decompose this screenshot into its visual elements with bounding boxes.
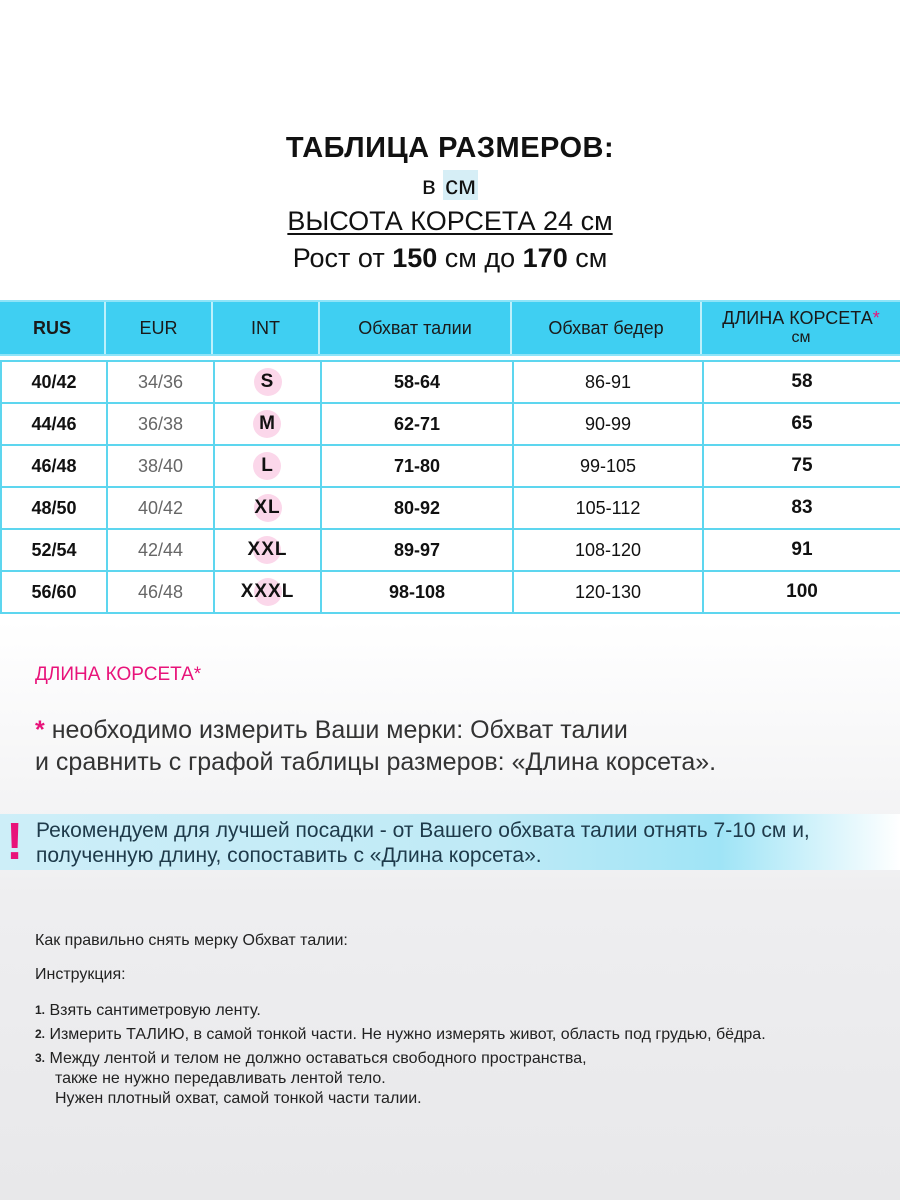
cell-eur: 46/48 (107, 571, 214, 613)
corset-length-header-line (722, 309, 879, 328)
cell-waist: 98-108 (321, 571, 513, 613)
page-title: ТАБЛИЦА РАЗМЕРОВ: (285, 132, 615, 164)
corset-length-header-label: ДЛИНА КОРСЕТА (722, 308, 873, 328)
cell-eur: 38/40 (107, 445, 214, 487)
cell-rus: 44/46 (1, 403, 107, 445)
growth-line (0, 240, 900, 276)
col-header-hips: Обхват бедер (512, 302, 702, 354)
cell-int (214, 571, 321, 613)
instructions-list (35, 1000, 895, 1109)
size-badge-label: XL (254, 497, 281, 518)
corset-length-header-unit: см (791, 329, 811, 346)
cell-hips: 86-91 (513, 361, 703, 403)
instructions (35, 930, 895, 1112)
size-badge (254, 497, 280, 519)
table-row (1, 361, 900, 403)
cell-eur: 34/36 (107, 361, 214, 403)
page-header (0, 128, 900, 276)
cell-int (214, 487, 321, 529)
step-number: 3. (35, 1051, 46, 1065)
size-badge (261, 371, 275, 393)
cell-corset-length: 65 (703, 403, 900, 445)
col-header-rus: RUS (0, 302, 106, 354)
cell-int (214, 529, 321, 571)
growth-mid: см до (444, 243, 516, 273)
cell-eur: 42/44 (107, 529, 214, 571)
note-body (35, 714, 716, 778)
size-badge-label: XXL (247, 539, 288, 560)
cell-rus: 40/42 (1, 361, 107, 403)
cell-corset-length: 91 (703, 529, 900, 571)
size-badge-label: L (261, 455, 274, 476)
growth-prefix: Рост от (292, 243, 385, 273)
cell-rus: 48/50 (1, 487, 107, 529)
cell-eur: 40/42 (107, 487, 214, 529)
cell-hips: 120-130 (513, 571, 703, 613)
step-text: Между лентой и телом не должно оставаться свободного пространства, (49, 1050, 587, 1067)
units-value: см (445, 170, 476, 200)
cell-hips: 108-120 (513, 529, 703, 571)
size-table (0, 360, 900, 614)
step-text: Измерить ТАЛИЮ, в самой тонкой части. Не нужно измерять живот, область под грудью, бёдра. (49, 1026, 766, 1043)
cell-corset-length: 58 (703, 361, 900, 403)
cell-int (214, 445, 321, 487)
cell-eur: 36/38 (107, 403, 214, 445)
step-number: 1. (35, 1003, 46, 1017)
step-number: 2. (35, 1027, 46, 1041)
recommendation-line-2: полученную длину, сопоставить с «Длина корсета». (36, 844, 542, 867)
units-line (0, 168, 900, 202)
note-line-1-text: необходимо измерить Ваши мерки: Обхват талии (51, 716, 628, 744)
size-badge (241, 581, 295, 603)
note-line-2: и сравнить с графой таблицы размеров: «Длина корсета». (35, 748, 717, 776)
step-text: Взять сантиметровую ленту. (49, 1002, 261, 1019)
size-badge (248, 539, 288, 561)
growth-from: 150 (392, 243, 438, 273)
instructions-question: Как правильно снять мерку Обхват талии: (35, 932, 348, 949)
cell-waist: 58-64 (321, 361, 513, 403)
table-row (1, 445, 900, 487)
growth-suffix: см (575, 243, 608, 273)
col-header-int: INT (213, 302, 320, 354)
table-row (1, 403, 900, 445)
cell-hips: 105-112 (513, 487, 703, 529)
table-row (1, 529, 900, 571)
cell-waist: 62-71 (321, 403, 513, 445)
size-badge-label: XXXL (240, 581, 295, 602)
cell-corset-length: 83 (703, 487, 900, 529)
exclamation-icon: ! (6, 813, 24, 871)
cell-hips: 99-105 (513, 445, 703, 487)
size-badge-label: S (260, 371, 275, 392)
cell-int (214, 361, 321, 403)
recommendation-banner (0, 814, 900, 870)
instruction-step (35, 1048, 895, 1109)
cell-waist: 71-80 (321, 445, 513, 487)
step-text-continued: также не нужно передавливать лентой тело. (55, 1070, 386, 1087)
size-badge-label: M (259, 413, 276, 434)
units-prefix: в (422, 170, 436, 200)
step-text-continued: Нужен плотный охват, самой тонкой части талии. (55, 1090, 422, 1107)
instruction-step (35, 1024, 895, 1045)
cell-hips: 90-99 (513, 403, 703, 445)
cell-rus: 56/60 (1, 571, 107, 613)
recommendation-line-1: Рекомендуем для лучшей посадки - от Вашего обхвата талии отнять 7-10 см и, (36, 819, 810, 842)
size-table-header (0, 300, 900, 356)
note-star: * (35, 716, 45, 744)
size-badge (261, 455, 274, 477)
table-row (1, 487, 900, 529)
growth-to: 170 (522, 243, 568, 273)
note-line-1 (35, 714, 716, 746)
recommendation-text (36, 818, 896, 868)
col-header-corset-length (702, 302, 900, 354)
instruction-step (35, 1000, 895, 1021)
col-header-waist: Обхват талии (320, 302, 512, 354)
table-row (1, 571, 900, 613)
corset-length-header-star: * (872, 308, 880, 328)
cell-waist: 80-92 (321, 487, 513, 529)
instructions-heading: Инструкция: (35, 966, 126, 983)
cell-corset-length: 75 (703, 445, 900, 487)
cell-int (214, 403, 321, 445)
note-title: ДЛИНА КОРСЕТА* (35, 664, 202, 685)
size-badge (259, 413, 276, 435)
cell-rus: 46/48 (1, 445, 107, 487)
corset-height: ВЫСОТА КОРСЕТА 24 см (287, 206, 613, 236)
cell-rus: 52/54 (1, 529, 107, 571)
cell-waist: 89-97 (321, 529, 513, 571)
cell-corset-length: 100 (703, 571, 900, 613)
col-header-eur: EUR (106, 302, 213, 354)
